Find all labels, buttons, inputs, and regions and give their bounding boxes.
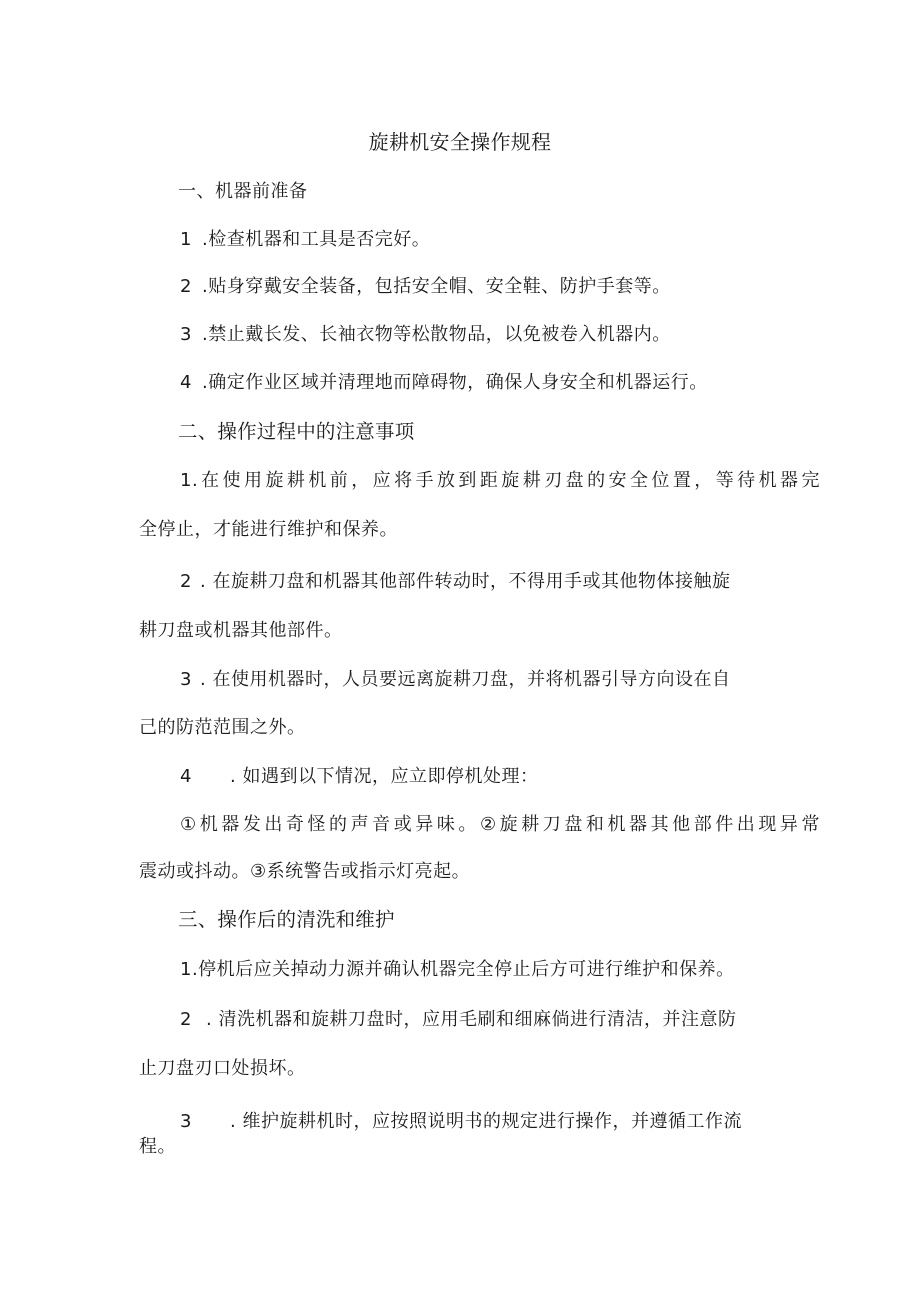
section2-item1-line1: 1.在使用旋耕机前，应将手放到距旋耕刃盘的安全位置，等待机器完	[180, 470, 820, 491]
section3-item2-line1	[180, 1008, 736, 1032]
item-number: 4	[180, 766, 192, 787]
item-text: . 如遇到以下情况，应立即停机处理：	[230, 766, 539, 787]
section1-item-2	[180, 275, 671, 299]
section2-note-line1: ①机器发出奇怪的声音或异味。②旋耕刀盘和机器其他部件出现异常	[180, 814, 820, 835]
item-text: .贴身穿戴安全装备，包括安全帽、安全鞋、防护手套等。	[202, 276, 671, 297]
section1-item-1	[180, 228, 430, 252]
item-number: 3	[180, 324, 192, 345]
item-number: 2	[180, 571, 192, 592]
section1-item-4	[180, 371, 708, 395]
section2-item3-line2: 己的防范范围之外。	[139, 717, 306, 738]
document-title: 旋耕机安全操作规程	[368, 130, 552, 154]
item-number: 3	[180, 1111, 192, 1132]
section2-heading: 二、操作过程中的注意事项	[178, 420, 415, 443]
item-number: 2	[180, 276, 192, 297]
item-number: 1	[180, 229, 192, 250]
section2-item4-line1	[180, 765, 538, 789]
section1-heading: 一、机器前准备	[178, 181, 308, 202]
item-number: 2	[180, 1009, 192, 1030]
item-text: .检查机器和工具是否完好。	[202, 229, 431, 250]
item-text: . 维护旋耕机时，应按照说明书的规定进行操作，并遵循工作流	[230, 1111, 742, 1132]
section2-note-line2: 震动或抖动。③系统警告或指示灯亮起。	[139, 861, 471, 882]
section2-item3-line1	[180, 668, 730, 692]
item-number: 4	[180, 372, 192, 393]
section1-item-3	[180, 323, 671, 347]
item-text: . 在旋耕刀盘和机器其他部件转动时，不得用手或其他物体接触旋	[200, 571, 731, 592]
item-number: 3	[180, 669, 192, 690]
item-text: . 清洗机器和旋耕刀盘时，应用毛刷和细麻倘进行清洁，并注意防	[206, 1009, 737, 1030]
item-text: .禁止戴长发、长袖衣物等松散物品，以免被卷入机器内。	[202, 324, 671, 345]
section3-item1-line1: 1.停机后应关掉动力源并确认机器完全停止后方可进行维护和保养。	[180, 959, 735, 980]
section2-item2-line1	[180, 570, 730, 594]
item-text: . 在使用机器时，人员要远离旋耕刀盘，并将机器引导方向设在自	[200, 669, 731, 690]
section3-heading: 三、操作后的清洗和维护	[178, 908, 395, 931]
section3-item3-line2: 程。	[139, 1136, 176, 1157]
section3-item3-line1	[180, 1110, 742, 1134]
section2-item2-line2: 耕刀盘或机器其他部件。	[139, 620, 343, 641]
section3-item2-line2: 止刀盘刃口处损坏。	[139, 1058, 306, 1079]
section2-item1-line2: 全停止，才能进行维护和保养。	[139, 519, 398, 540]
item-text: .确定作业区域并清理地而障碍物，确保人身安全和机器运行。	[202, 372, 708, 393]
